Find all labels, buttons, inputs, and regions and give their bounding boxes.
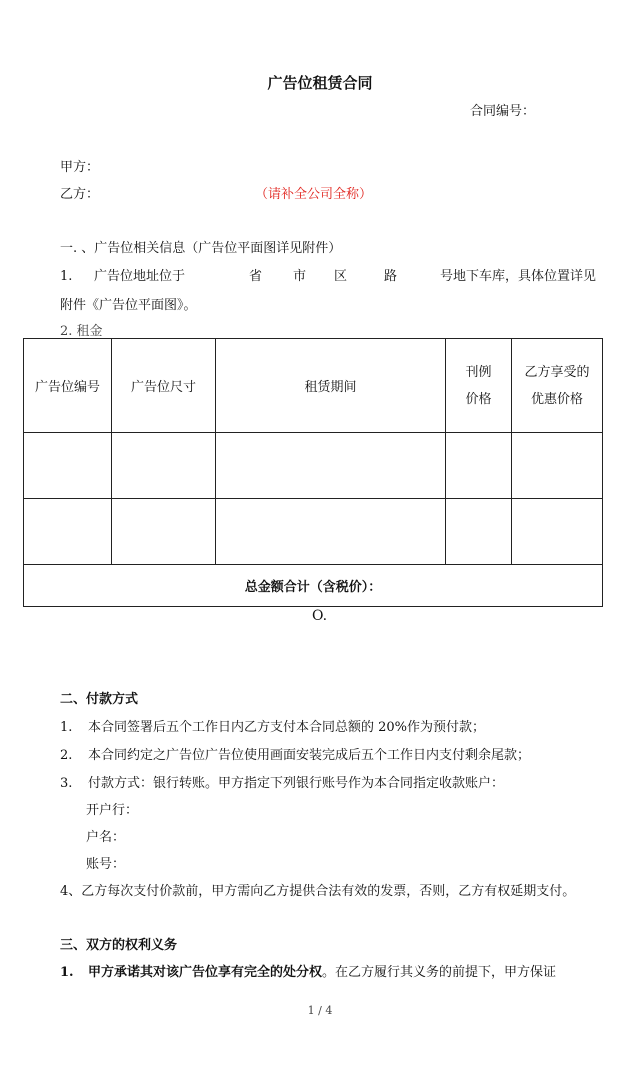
account-name-label: 户名：	[86, 830, 126, 845]
section-1-item-1-continued: 附件《广告位平面图》。	[60, 298, 197, 313]
party-a-label: 甲方：	[60, 160, 100, 175]
section-3-heading: 三、双方的权利义务	[60, 938, 178, 953]
bank-name-label: 开户行：	[86, 803, 139, 818]
header-list-price: 刊例 价格	[446, 339, 512, 433]
table-cell[interactable]	[24, 499, 112, 565]
party-b-company-note: （请补全公司全称）	[255, 187, 373, 202]
address-suffix: 号地下车库，具体位置详见	[440, 269, 597, 284]
header-ad-number: 广告位编号	[24, 339, 112, 433]
table-cell[interactable]	[112, 433, 216, 499]
total-amount-label: 总金额合计（含税价）：	[24, 565, 603, 607]
table-header-row	[24, 339, 603, 433]
address-district: 区	[334, 269, 348, 284]
payment-item-4: 4、乙方每次支付价款前，甲方需向乙方提供合法有效的发票，否则，乙方有权延期支付。	[60, 884, 576, 899]
header-ad-size: 广告位尺寸	[112, 339, 216, 433]
table-total-row	[24, 565, 603, 607]
table-cell[interactable]	[512, 499, 603, 565]
address-province: 省	[249, 269, 263, 284]
item-number: 1.	[60, 269, 73, 284]
account-number-label: 账号：	[86, 857, 126, 872]
payment-item-3: 3. 付款方式：银行转账。甲方指定下列银行账号作为本合同指定收款账户：	[60, 776, 505, 791]
table-cell[interactable]	[446, 433, 512, 499]
table-cell[interactable]	[112, 499, 216, 565]
table-cell[interactable]	[24, 433, 112, 499]
section-1-heading: 一. 、广告位相关信息（广告位平面图详见附件）	[60, 241, 342, 256]
header-discount-price: 乙方享受的 优惠价格	[512, 339, 603, 433]
rent-table	[23, 338, 603, 607]
contract-number-label: 合同编号：	[470, 104, 536, 119]
rights-item-1: 1. 甲方承诺其对该广告位享有完全的处分权。在乙方履行其义务的前提下，甲方保证	[60, 965, 557, 980]
payment-item-1: 1. 本合同签署后五个工作日内乙方支付本合同总额的 20%作为预付款；	[60, 720, 486, 735]
table-row	[24, 433, 603, 499]
table-end-mark: O.	[312, 608, 328, 624]
document-title: 广告位租赁合同	[267, 74, 373, 92]
address-road: 路	[384, 269, 398, 284]
table-cell[interactable]	[216, 433, 446, 499]
page-number: 1 / 4	[307, 1004, 333, 1017]
party-b-label: 乙方：	[60, 187, 100, 202]
table-cell[interactable]	[446, 499, 512, 565]
table-cell[interactable]	[512, 433, 603, 499]
table-cell[interactable]	[216, 499, 446, 565]
section-1-item-1	[60, 265, 596, 284]
section-2-heading: 二、付款方式	[60, 692, 139, 707]
header-lease-period: 租赁期间	[216, 339, 446, 433]
address-prefix: 广告位地址位于	[94, 269, 186, 284]
section-1-item-2: 2. 租金	[60, 324, 103, 339]
table-row	[24, 499, 603, 565]
payment-item-2: 2. 本合同约定之广告位广告位使用画面安装完成后五个工作日内支付剩余尾款；	[60, 748, 531, 763]
address-city: 市	[293, 269, 307, 284]
